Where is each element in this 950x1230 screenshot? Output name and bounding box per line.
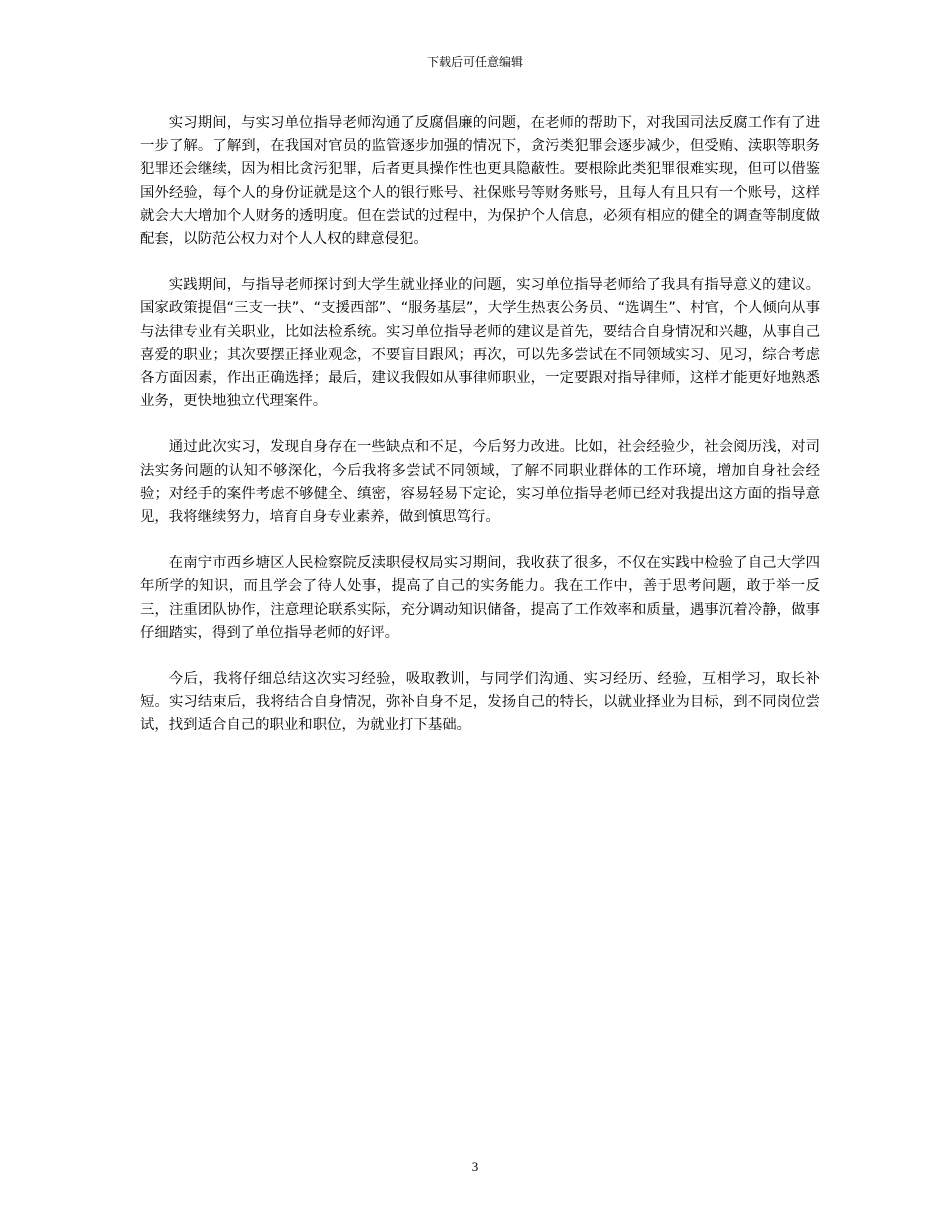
paragraph-internship-gains: 在南宁市西乡塘区人民检察院反渎职侵权局实习期间，我收获了很多，不仅在实践中检验了自己大学四年所学的知识，而且学会了待人处事，提高了自己的实务能力。我在工作中，善于思考问题，敢于举一反三，注重团队协作，注意理论联系实际，充分调动知识储备，提高了工作效率和质量，遇事沉着冷静，做事仔细踏实，得到了单位指导老师的好评。 bbox=[140, 555, 820, 641]
paragraph-future-plans: 今后，我将仔细总结这次实习经验，吸取教训，与同学们沟通、实习经历、经验，互相学习，取长补短。实习结束后，我将结合自身情况，弥补自身不足，发扬自己的特长，以就业择业为目标，到不同岗位尝试，找到适合自己的职业和职位，为就业打下基础。 bbox=[140, 671, 820, 734]
paragraph-anticorruption: 实习期间，与实习单位指导老师沟通了反腐倡廉的问题，在老师的帮助下，对我国司法反腐工作有了进一步了解。了解到，在我国对官员的监管逐步加强的情况下，贪污类犯罪会逐步减少，但受贿、渎职等职务犯罪还会继续，因为相比贪污犯罪，后者更具操作性也更具隐蔽性。要根除此类犯罪很难实现，但可以借鉴国外经验，每个人的身份证就是这个人的银行账号、社保账号等财务账号，且每人有且只有一个账号，这样就会大大增加个人财务的透明度。但在尝试的过程中，为保护个人信息，必须有相应的健全的调查等制度做配套，以防范公权力对个人人权的肆意侵犯。 bbox=[140, 115, 820, 248]
paragraph-self-improvement: 通过此次实习，发现自身存在一些缺点和不足，今后努力改进。比如，社会经验少，社会阅历浅，对司法实务问题的认知不够深化，今后我将多尝试不同领域，了解不同职业群体的工作环境，增加自身社会经验；对经手的案件考虑不够健全、缜密，容易轻易下定论，实习单位指导老师已经对我提出这方面的指导意见，我将继续努力，培育自身专业素养，做到慎思笃行。 bbox=[140, 439, 820, 526]
page-number: 3 bbox=[471, 1159, 479, 1174]
page-header: 下载后可任意编辑 bbox=[426, 55, 523, 69]
document-body bbox=[140, 112, 820, 761]
paragraph-career-advice: 实践期间，与指导老师探讨到大学生就业择业的问题，实习单位指导老师给了我具有指导意义的建议。国家政策提倡“三支一扶”、“支援西部”、“服务基层”，大学生热衷公务员、“选调生”、村官，个人倾向从事与法律专业有关职业，比如法检系统。实习单位指导老师的建议是首先，要结合自身情况和兴趣，从事自己喜爱的职业；其次要摆正择业观念，不要盲目跟风；再次，可以先多尝试在不同领域实习、见习，综合考虑各方面因素，作出正确选择；最后，建议我假如从事律师职业，一定要跟对指导律师，这样才能更好地熟悉业务，更快地独立代理案件。 bbox=[140, 277, 820, 410]
